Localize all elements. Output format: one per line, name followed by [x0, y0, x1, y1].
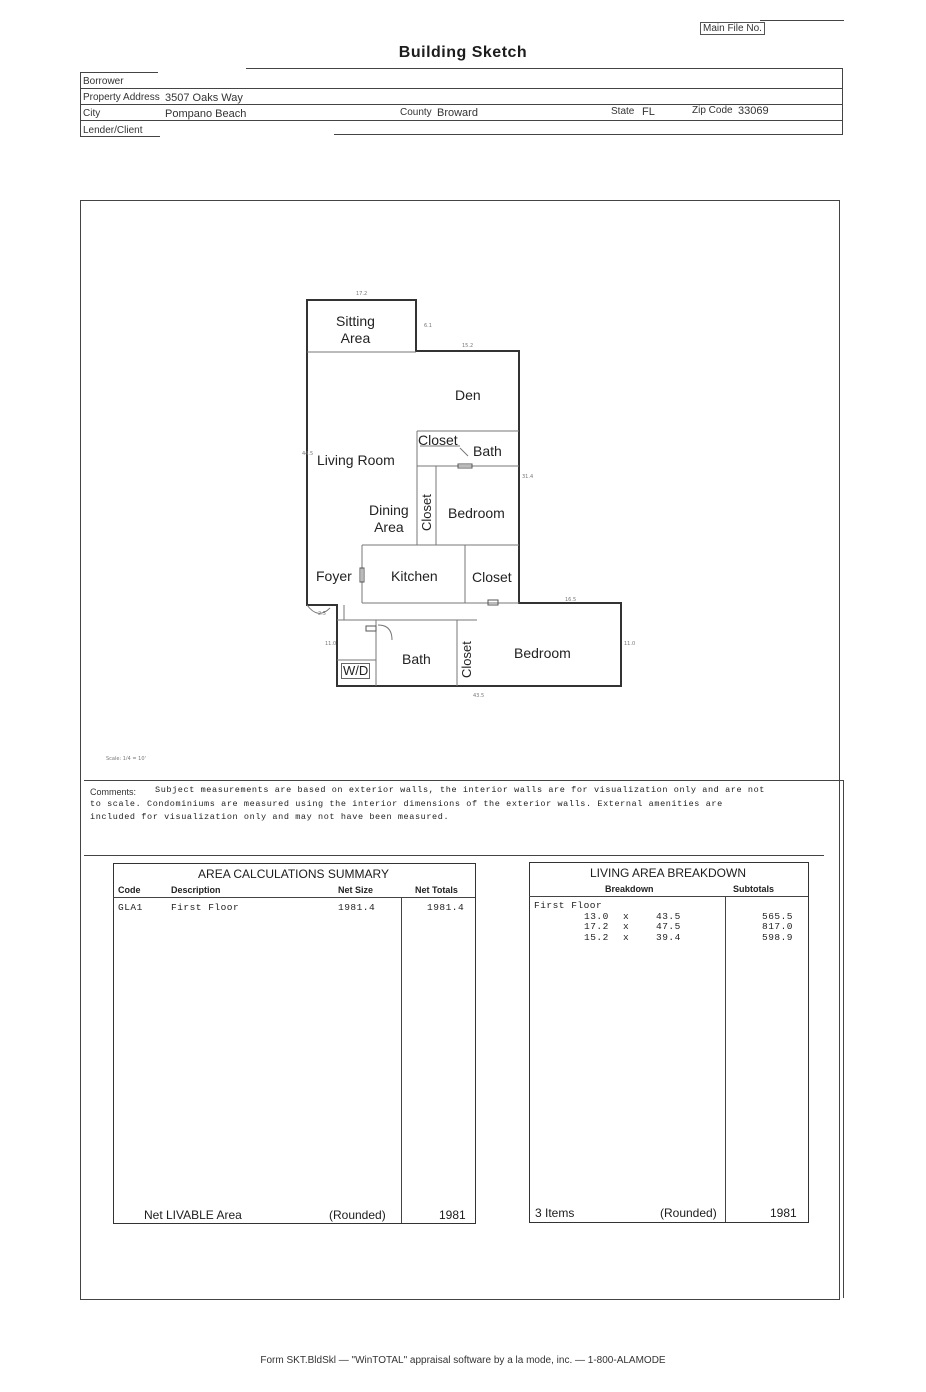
room-bath-bottom: Bath [402, 651, 431, 667]
svg-text:Scale: 1/4 = 10': Scale: 1/4 = 10' [106, 756, 146, 760]
living-row-x: x [623, 911, 630, 922]
living-footer-items: 3 Items [535, 1206, 575, 1220]
living-row-x: x [623, 932, 630, 943]
county-value: Broward [437, 107, 478, 119]
living-row-a: 13.0 [584, 911, 609, 922]
room-bedroom-bottom: Bedroom [514, 645, 571, 661]
room-sitting-area: Sitting Area [336, 313, 375, 346]
comments-label: Comments: [90, 787, 137, 797]
svg-text:11.0: 11.0 [325, 641, 337, 647]
svg-text:16.5: 16.5 [565, 597, 577, 603]
state-value: FL [642, 106, 655, 118]
borrower-label: Borrower [83, 76, 124, 87]
living-breakdown-title: LIVING AREA BREAKDOWN [589, 866, 747, 880]
room-wd: W/D [343, 663, 369, 678]
living-row-subtotal: 817.0 [762, 921, 794, 932]
living-col-breakdown: Breakdown [605, 884, 654, 894]
property-address-value: 3507 Oaks Way [165, 92, 243, 104]
room-closet-bottom: Closet [459, 641, 474, 678]
comments-line-1: Subject measurements are based on exterior walls, the interior walls are for visualization only and are not [155, 785, 765, 795]
room-dining-area: Dining Area [369, 502, 409, 535]
living-row-b: 39.4 [656, 932, 681, 943]
svg-text:2.5: 2.5 [318, 611, 326, 617]
page-footer: Form SKT.BldSkl — "WinTOTAL" appraisal software by a la mode, inc. — 1-800-ALAMODE [260, 1355, 666, 1366]
svg-text:44.5: 44.5 [302, 451, 314, 457]
living-row-subtotal: 565.5 [762, 911, 794, 922]
svg-text:11.0: 11.0 [624, 641, 636, 647]
area-footer-label: Net LIVABLE Area [144, 1208, 242, 1222]
living-row-b: 47.5 [656, 921, 681, 932]
room-closet-top: Closet [418, 432, 458, 448]
area-footer-rounded: (Rounded) [329, 1208, 386, 1222]
zip-label: Zip Code [692, 105, 733, 116]
room-kitchen: Kitchen [391, 568, 438, 584]
state-label: State [611, 106, 635, 117]
area-col-net-totals: Net Totals [415, 885, 458, 895]
living-row-x: x [623, 921, 630, 932]
area-row-net-total: 1981.4 [427, 902, 465, 913]
area-col-net-size: Net Size [338, 885, 374, 895]
main-file-label: Main File No. [700, 22, 765, 35]
page-title: Building Sketch [398, 44, 528, 61]
room-closet-vertical: Closet [419, 494, 434, 531]
living-row-b: 43.5 [656, 911, 681, 922]
living-footer-rounded: (Rounded) [660, 1206, 717, 1220]
room-den: Den [455, 387, 481, 403]
room-bath-top: Bath [473, 443, 502, 459]
living-footer-value: 1981 [770, 1206, 797, 1220]
svg-text:6.1: 6.1 [424, 323, 432, 329]
svg-text:17.2: 17.2 [356, 291, 368, 297]
city-label: City [83, 108, 101, 119]
city-value: Pompano Beach [165, 108, 247, 120]
svg-text:43.5: 43.5 [473, 693, 485, 699]
living-section-label: First Floor [534, 900, 603, 911]
area-footer-value: 1981 [439, 1208, 466, 1222]
comments-line-3: included for visualization only and may not have been measured. [90, 812, 450, 822]
area-summary-title: AREA CALCULATIONS SUMMARY [198, 867, 389, 881]
area-row-description: First Floor [171, 902, 240, 913]
svg-text:31.4: 31.4 [522, 474, 534, 480]
svg-text:15.2: 15.2 [462, 343, 474, 349]
room-living-room: Living Room [317, 452, 395, 468]
area-row-code: GLA1 [118, 902, 143, 913]
area-col-description: Description [171, 885, 221, 895]
living-row-a: 15.2 [584, 932, 609, 943]
area-summary-table [113, 863, 476, 1224]
room-closet-right: Closet [472, 569, 512, 585]
comments-line-2: to scale. Condominiums are measured using the interior dimensions of the exterior walls. External amenities are [90, 799, 723, 809]
lender-label: Lender/Client [83, 125, 143, 136]
property-address-label: Property Address [83, 92, 160, 103]
living-row-a: 17.2 [584, 921, 609, 932]
zip-value: 33069 [738, 105, 769, 117]
county-label: County [400, 107, 432, 118]
area-col-code: Code [118, 885, 141, 895]
room-bedroom-top: Bedroom [448, 505, 505, 521]
area-row-net-size: 1981.4 [338, 902, 376, 913]
living-row-subtotal: 598.9 [762, 932, 794, 943]
room-foyer: Foyer [316, 568, 352, 584]
living-col-subtotals: Subtotals [733, 884, 775, 894]
